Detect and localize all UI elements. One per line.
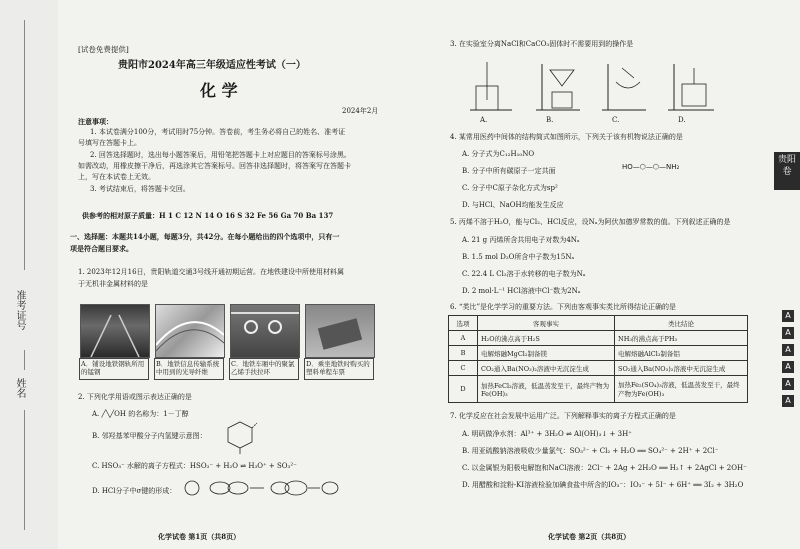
table-cell: C [449, 361, 478, 376]
notice-line: 号填写在答题卡上。 [78, 139, 141, 147]
q7-stem: 7. 化学反应在社会发展中运用广泛。下列解释事实的离子方程式正确的是 [450, 412, 676, 420]
atomic-masses: 供参考的相对原子质量：H 1 C 12 N 14 O 16 S 32 Fe 56 Ga 70 Ba 137 [82, 211, 334, 220]
free-tag: [试卷免费提供] [78, 45, 129, 54]
table-cell: 电解熔融MgCl₂制备镁 [478, 346, 615, 361]
q4-structure: HO—⬡—⬡—NH₂ [622, 163, 680, 171]
q2-stem: 2. 下列化学用语或图示表达正确的是 [78, 393, 192, 401]
table-header-row [449, 316, 748, 331]
cut-line-upper [24, 20, 25, 270]
q1-stem-cont: 于无机非金属材料的是 [78, 280, 148, 288]
q5-stem: 5. 丙烯不溶于H₂O，能与Cl₂、HCl反应，设Nₐ为阿伏加德罗常数的值。下列叙述正确的是 [450, 218, 731, 226]
q4-stem: 4. 某常用医药中间体的结构简式如图所示，下列关于该有机物说法正确的是 [450, 133, 683, 141]
table-row [449, 346, 748, 361]
q6-stem: 6. “类比”是化学学习的重要方法。下列由客观事实类比所得结论正确的是 [450, 303, 677, 311]
table-row [449, 331, 748, 346]
left-footer: 化学试卷 第1页（共8页） [158, 532, 241, 541]
table-cell: 加热FeCl₃溶液，低温蒸发至干，最终产物为Fe(OH)₃ [478, 376, 615, 403]
name-label: 姓名 [14, 378, 25, 398]
apparatus-label-d: D. [678, 116, 686, 124]
seat-number-label: 准考证号 [14, 290, 25, 330]
table-row [449, 361, 748, 376]
binding-margin [0, 0, 58, 549]
q5-option: C. 22.4 L Cl₂溶于水转移的电子数为Nₐ [462, 270, 586, 278]
hydrogen-bond-structure [218, 420, 258, 456]
q1-stem: 1. 2023年12月16日，贵阳轨道交通3号线开通初期运营。在地铁建设中所使用材料属 [78, 268, 344, 276]
notice-heading: 注意事项： [78, 117, 113, 126]
photo-rail-track [80, 304, 150, 358]
edge-mark: A [782, 378, 794, 390]
photo-handrail [230, 304, 300, 358]
table-cell: A [449, 331, 478, 346]
lab-apparatus-figure [462, 60, 722, 112]
cut-line-mid [24, 350, 25, 370]
table-header: 客观事实 [478, 316, 615, 331]
table-cell: 加热Fe₂(SO₄)₃溶液，低温蒸发至干，最终产物为Fe(OH)₃ [615, 376, 748, 403]
table-cell: SO₂通入Ba(NO₃)₂溶液中无沉淀生成 [615, 361, 748, 376]
subject-title: 化 学 [200, 81, 238, 100]
ticket-illustration [306, 305, 374, 357]
table-cell: D [449, 376, 478, 403]
q2-option: B. 邻羟基苯甲酸分子内氢键示意图： [92, 432, 207, 440]
photo-optical-fiber [155, 304, 225, 358]
photo-ticket [305, 304, 375, 358]
table-cell: B [449, 346, 478, 361]
exam-date: 2024年2月 [342, 107, 379, 115]
table-header: 选项 [449, 316, 478, 331]
q2-option: D. HCl分子中σ键的形成： [92, 487, 177, 495]
edge-tab-line2: 卷 [782, 167, 792, 177]
q5-option: D. 2 mol·L⁻¹ HCl溶液中Cl⁻数为2Nₐ [462, 287, 581, 295]
edge-tab [774, 152, 800, 190]
handrail-illustration [231, 305, 299, 357]
notice-line: 1. 本试卷满分100分，考试用时75分钟。答卷前，考生务必将自己的姓名、准考证 [90, 128, 346, 136]
optical-fiber-illustration [156, 305, 224, 357]
q4-option: C. 分子中C原子杂化方式为sp² [462, 184, 558, 192]
table-row [449, 376, 748, 403]
q1-option: D．乘坐地铁时购买的塑料单程车票 [304, 358, 374, 380]
apparatus-label-b: B. [546, 116, 554, 124]
table-cell: NH₃的沸点高于PH₃ [615, 331, 748, 346]
edge-mark: A [782, 327, 794, 339]
q7-option: A. 明矾做净水剂：Al³⁺ + 3H₂O ⇌ Al(OH)₃↓ + 3H⁺ [462, 430, 632, 438]
q2-option: A. ╱╲╱OH 的名称为：1－丁醇 [92, 410, 189, 418]
q6-comparison-table [448, 315, 748, 403]
section-heading-cont: 项是符合题目要求。 [70, 244, 133, 253]
exam-title: 贵阳市2024年高三年级适应性考试（一） [118, 60, 306, 71]
notice-line: 3. 考试结束后，将答题卡交回。 [90, 185, 190, 193]
edge-mark: A [782, 395, 794, 407]
sigma-bond-diagram [180, 478, 340, 498]
q1-option: A．铺设地铁钢轨所用的锰钢 [79, 358, 149, 380]
q5-option: A. 21 g 丙烯所含共用电子对数为4Nₐ [462, 236, 580, 244]
q7-option: B. 用亚硫酸钠溶液吸收少量氯气：SO₃²⁻ + Cl₂ + H₂O ══ SO₄²⁻ + 2H⁺ + 2Cl⁻ [462, 447, 719, 455]
notice-line: 上，写在本试卷上无效。 [78, 173, 155, 181]
q2-option: C. HSO₃⁻ 水解的离子方程式：HSO₃⁻ + H₂O ⇌ H₃O⁺ + SO₃²⁻ [92, 462, 297, 470]
apparatus-label-c: C. [612, 116, 620, 124]
table-cell: H₂O的沸点高于H₂S [478, 331, 615, 346]
notice-line: 如需改动，用橡皮擦干净后，再选涂其它答案标号。回答非选择题时，将答案写在答题卡 [78, 162, 351, 170]
cut-line-lower [24, 410, 25, 530]
q7-option: D. 用醋酸和淀粉-KI溶液检验加碘食盐中所含的IO₃⁻：IO₃⁻ + 5I⁻ + 6H⁺ ══ 3I₂ + 3H₂O [462, 481, 744, 489]
right-footer: 化学试卷 第2页（共8页） [548, 532, 631, 541]
q4-option: A. 分子式为C₁₂H₁₀NO [462, 150, 535, 158]
q4-option: D. 与HCl、NaOH均能发生反应 [462, 201, 564, 209]
q4-option: B. 分子中所有碳原子一定共面 [462, 167, 556, 175]
table-cell: CO₂通入Ba(NO₃)₂溶液中无沉淀生成 [478, 361, 615, 376]
table-header: 类比结论 [615, 316, 748, 331]
rail-track-illustration [81, 305, 149, 357]
q5-option: B. 1.5 mol D₂O所含中子数为15Nₐ [462, 253, 575, 261]
notice-line: 2. 回答选择题时，选出每小题答案后，用铅笔把答题卡上对应题目的答案标号涂黑。 [90, 151, 351, 159]
apparatus-label-a: A. [480, 116, 488, 124]
q1-option: B．地铁信息传输系统中用到的光导纤维 [154, 358, 224, 380]
section-heading: 一、选择题：本题共14小题，每题3分，共42分。在每小题给出的四个选项中，只有一 [70, 232, 340, 241]
q1-option: C．地铁车厢中的聚氯乙烯手扶拉环 [229, 358, 299, 380]
q7-option: C. 以金属银为阳极电解饱和NaCl溶液：2Cl⁻ + 2Ag + 2H₂O ══ H₂↑ + 2AgCl + 2OH⁻ [462, 464, 747, 472]
edge-tab-line1: 贵阳 [777, 155, 796, 165]
q3-stem: 3. 在实验室分离NaCl和CaCO₃固体时不需要用到的操作是 [450, 40, 634, 48]
edge-mark: A [782, 361, 794, 373]
table-cell: 电解熔融AlCl₃制备铝 [615, 346, 748, 361]
edge-mark: A [782, 310, 794, 322]
edge-mark: A [782, 344, 794, 356]
